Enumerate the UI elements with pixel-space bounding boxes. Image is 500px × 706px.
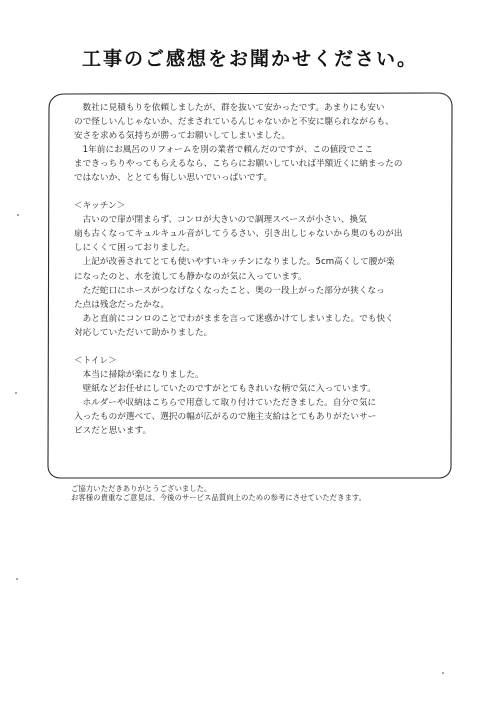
- section-heading-kitchen: ＜キッチン＞: [74, 201, 126, 212]
- line: 入ったものが選べて、選択の幅が広がるので施主支給はとてもありがたいサー: [74, 411, 377, 422]
- line: ではないか、ととても悔しい思いでいっぱいです。: [74, 173, 273, 184]
- note-text: お客様の貴重なご意見は、今後のサービス品質向上のための参考にさせていただきます。: [71, 493, 367, 503]
- page-title: 工事のご感想をお聞かせください。: [81, 48, 418, 70]
- line: 本当に掃除が楽になりました。: [74, 369, 204, 380]
- section-heading-toilet: ＜トイレ＞: [74, 355, 117, 366]
- line: ビスだと思います。: [74, 425, 152, 436]
- line: 扇も古くなってキュルキュル音がしてうるさい、引き出しじゃないから奥のものが出: [74, 229, 403, 240]
- scan-speck: [17, 214, 19, 216]
- line: ホルダーや収納はこちらで用意して取り付けていただきました。自分で気に: [74, 397, 377, 408]
- scan-speck: [442, 672, 444, 674]
- scan-speck: [15, 392, 17, 394]
- line: まできっちりやってもらえるなら、こちらにお願いしていれば半額近くに納まったの: [74, 159, 403, 170]
- spacer: [74, 185, 434, 199]
- line: 古いので扉が閉まらず、コンロが大きいので調理スペースが小さい、換気: [74, 215, 367, 226]
- line: ただ蛇口にホースがつなげなくなったこと、奥の一段上がった部分が狭くなっ: [74, 285, 385, 296]
- comment-body: [74, 101, 434, 438]
- line: 数社に見積もりを依頼しましたが、群を抜いて安かったです。あまりにも安い: [74, 103, 385, 113]
- line: あと直前にコンロのことでわがままを言って迷惑かけてしまいました。でも快く: [74, 313, 394, 324]
- line: 壁紙などお任せにしていたのですがとてもきれいな柄で気に入っています。: [74, 383, 376, 394]
- line: 上記が改善されてとても使いやすいキッチンになりました。5cm高くして腰が楽: [74, 257, 395, 268]
- line: た点は残念だったかな。: [74, 299, 170, 310]
- line: になったのと、水を流しても静かなのが気に入っています。: [74, 271, 307, 282]
- spacer: [74, 340, 434, 354]
- line: しにくくて困っておりました。: [74, 243, 196, 254]
- line: 対応していただいて助かりました。: [74, 327, 213, 338]
- line: ので怪しいんじゃないか、だまされているんじゃないかと不安に駆られながらも、: [74, 117, 394, 128]
- footer: [71, 484, 366, 503]
- line: 1年前にお風呂のリフォームを別の業者で頼んだのですが、この値段でここ: [74, 145, 373, 156]
- thanks-text: ご協力いただきありがとうございました。: [71, 484, 212, 493]
- line: 安さを求める気持ちが勝ってお願いしてしまいました。: [74, 131, 291, 142]
- scan-speck: [16, 578, 18, 580]
